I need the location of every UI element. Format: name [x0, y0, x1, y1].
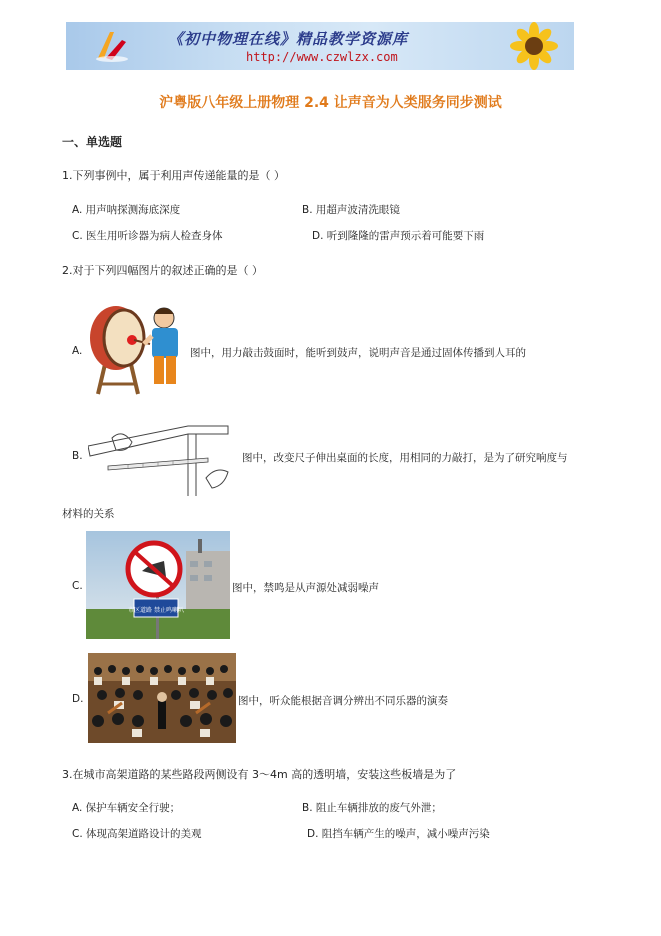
q1-option-b: B. 用超声波清洗眼镜: [302, 204, 400, 216]
q1-option-c: C. 医生用听诊器为病人检查身体: [72, 230, 223, 242]
ruler-picture: [88, 416, 238, 496]
q1-option-a: A. 用声呐探测海底深度: [72, 204, 181, 216]
q3-option-b: B. 阻止车辆排放的废气外泄；: [302, 802, 442, 814]
drum-picture: [84, 300, 192, 396]
banner-title: 《初中物理在线》精品教学资源库: [168, 30, 409, 48]
site-logo-icon: [94, 28, 130, 64]
q2-option-d-label: D.: [72, 693, 84, 705]
no-honking-sign-picture: [86, 531, 230, 639]
orchestra-picture: [88, 653, 236, 743]
q2-option-a-text: 图中，用力敲击鼓面时，能听到鼓声，说明声音是通过固体传播到人耳的: [190, 347, 526, 359]
header-banner: [66, 22, 574, 70]
q2-option-a-label: A.: [72, 345, 83, 357]
q3-option-d: D. 阻挡车辆产生的噪声，减小噪声污染: [307, 828, 490, 840]
sunflower-icon: [504, 22, 564, 70]
q2-option-b-label: B.: [72, 450, 83, 462]
document-title: 沪粤版八年级上册物理 2.4 让声音为人类服务同步测试: [159, 95, 502, 111]
section-heading: 一、单选题: [62, 135, 123, 149]
question-1-stem: 1.下列事例中，属于利用声传递能量的是（ ）: [62, 169, 285, 182]
question-3-stem: 3.在城市高架道路的某些路段两侧设有 3～4m 高的透明墙，安装这些板墙是为了: [62, 768, 457, 781]
q2-option-b-text-cont: 材料的关系: [62, 508, 115, 520]
q2-option-c-text: 图中，禁鸣是从声源处减弱噪声: [232, 582, 379, 594]
banner-url: http://www.czwlzx.com: [246, 50, 398, 64]
question-2-stem: 2.对于下列四幅图片的叙述正确的是（ ）: [62, 264, 263, 277]
sign-text: 市区道路 禁止鸣喇叭: [128, 607, 184, 614]
q3-option-a: A. 保护车辆安全行驶；: [72, 802, 181, 814]
q3-option-c: C. 体现高架道路设计的美观: [72, 828, 202, 840]
q2-option-d-text: 图中，听众能根据音调分辨出不同乐器的演奏: [238, 695, 448, 707]
q2-option-b-text: 图中，改变尺子伸出桌面的长度，用相同的力敲打，是为了研究响度与: [242, 452, 568, 464]
q1-option-d: D. 听到隆隆的雷声预示着可能要下雨: [312, 230, 485, 242]
q2-option-c-label: C.: [72, 580, 83, 592]
